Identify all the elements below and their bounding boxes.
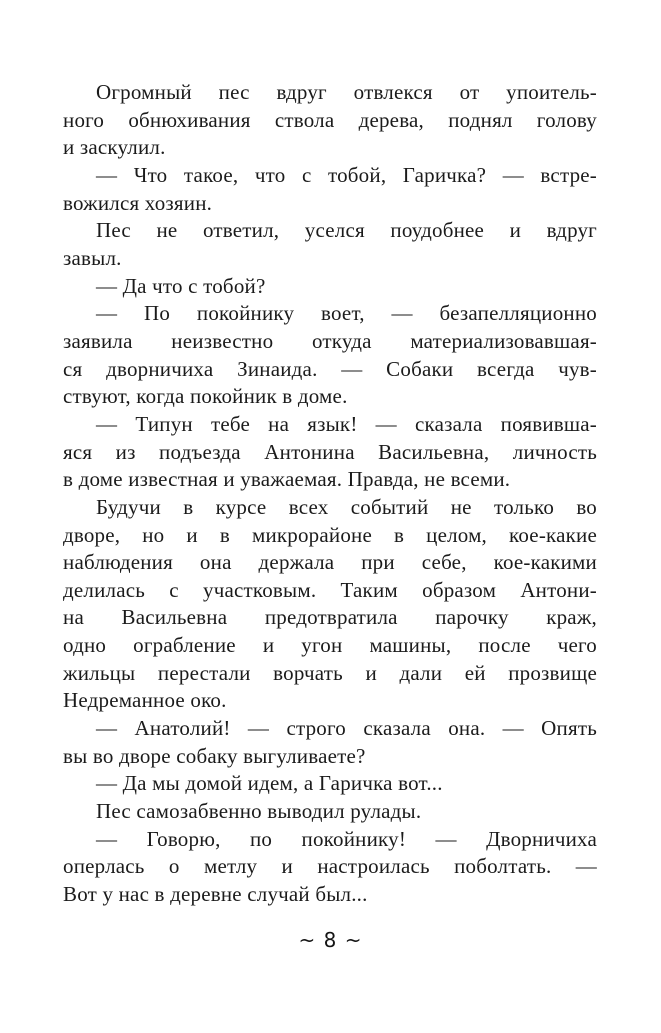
text-line: делилась с участковым. Таким образом Антони-: [63, 577, 597, 602]
text-line: Огромный пес вдруг отвлекся от упоитель-: [96, 80, 597, 104]
paragraph: [63, 826, 597, 909]
text-line: на Васильевна предотвратила парочку краж,: [63, 605, 597, 630]
text-line: оперлась о метлу и настроилась поболтать. —: [63, 854, 597, 879]
text-line: в доме известная и уважаемая. Правда, не всеми.: [63, 467, 511, 492]
text-line: завыл.: [63, 245, 122, 270]
text-line: дворе, но и в микрорайоне в целом, кое-какие: [63, 522, 597, 547]
text-line: вожился хозяин.: [63, 190, 213, 215]
paragraph: [63, 798, 597, 826]
paragraph: [63, 273, 597, 301]
text-line: — Да что с тобой?: [96, 273, 266, 298]
text-line: ствуют, когда покойник в доме.: [63, 384, 348, 409]
text-line: Недреманное око.: [63, 688, 227, 713]
text-line: ся дворничиха Зинаида. — Собаки всегда чув-: [63, 356, 597, 381]
paragraph: [63, 79, 597, 162]
text-line: Вот у нас в деревне случай был...: [63, 882, 368, 907]
text-line: жильцы перестали ворчать и дали ей прозвище: [63, 660, 597, 685]
text-line: — Анатолий! — строго сказала она. — Опять: [96, 716, 597, 741]
text-line: — Что такое, что с тобой, Гаричка? — встре-: [96, 162, 597, 187]
text-line: одно ограбление и угон машины, после чего: [63, 633, 597, 658]
text-line: наблюдения она держала при себе, кое-какими: [63, 550, 597, 575]
text-line: — Да мы домой идем, а Гаричка вот...: [96, 771, 443, 796]
paragraph: [63, 494, 597, 715]
text-line: Пес самозабвенно выводил рулады.: [96, 799, 422, 824]
paragraph: [63, 715, 597, 770]
page-text: [63, 79, 597, 909]
paragraph: [63, 411, 597, 494]
text-line: заявила неизвестно откуда материализовавшая-: [63, 328, 597, 353]
text-line: яся из подъезда Антонина Васильевна, личность: [63, 439, 597, 464]
text-line: ного обнюхивания ствола дерева, поднял голову: [63, 107, 597, 132]
text-line: Будучи в курсе всех событий не только во: [96, 494, 597, 519]
paragraph: [63, 770, 597, 798]
text-line: вы во дворе собаку выгуливаете?: [63, 743, 366, 768]
paragraph: [63, 300, 597, 411]
paragraph: [63, 217, 597, 272]
text-line: — По покойнику воет, — безапелляционно: [96, 301, 597, 326]
text-line: Пес не ответил, уселся поудобнее и вдруг: [96, 218, 597, 243]
page-number: ~ 8 ~: [298, 928, 363, 952]
paragraph: [63, 162, 597, 217]
text-line: и заскулил.: [63, 135, 166, 160]
text-line: — Типун тебе на язык! — сказала появивша-: [96, 411, 597, 436]
text-line: — Говорю, по покойнику! — Дворничиха: [96, 826, 597, 851]
